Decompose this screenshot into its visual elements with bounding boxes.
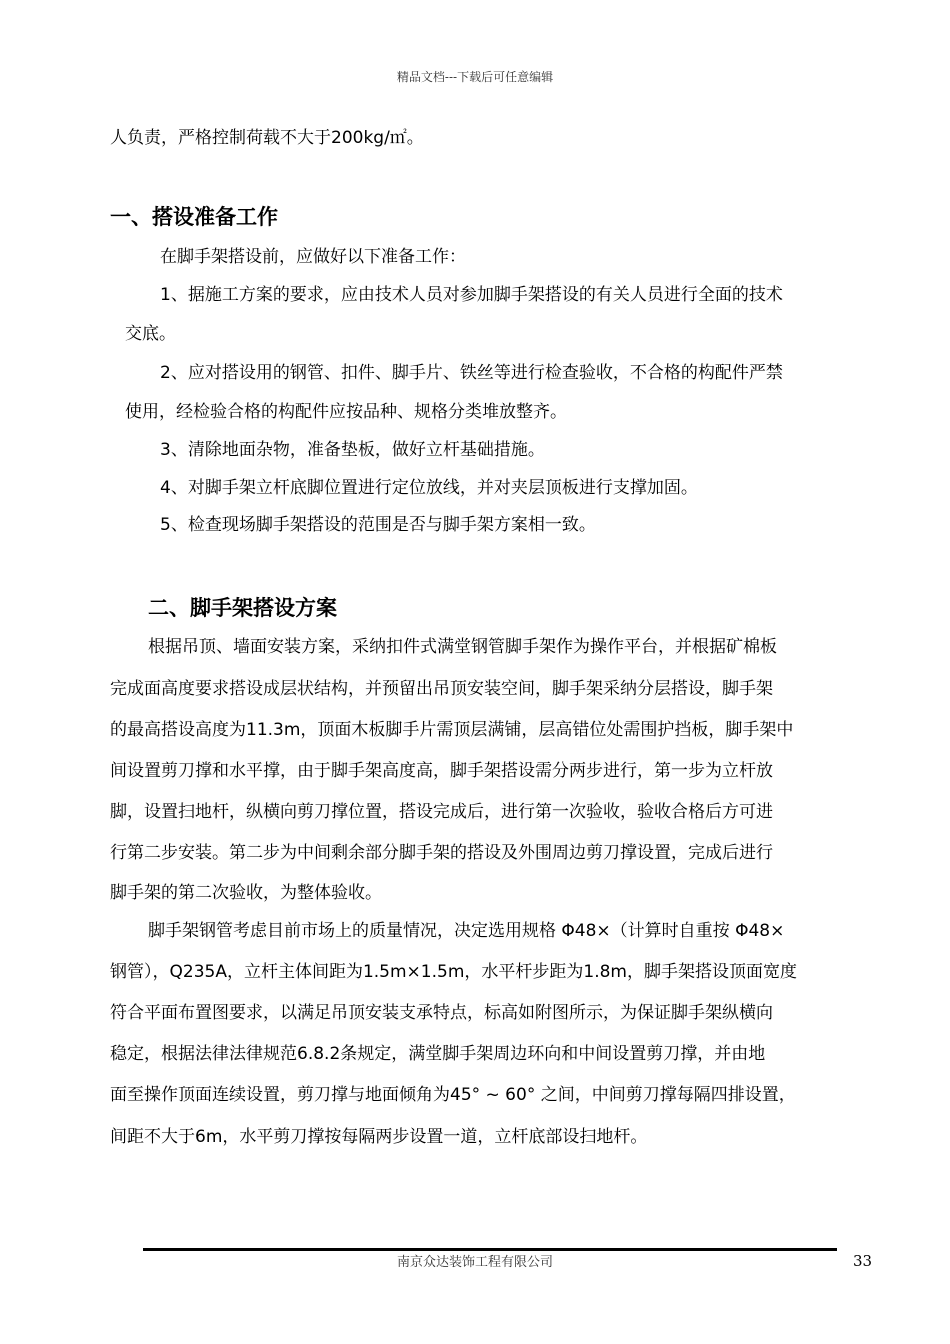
section1-item4: 4、对脚手架立杆底脚位置进行定位放线，并对夹层顶板进行支撑加固。 <box>160 478 698 498</box>
section1-item1-line1: 1、据施工方案的要求，应由技术人员对参加脚手架搭设的有关人员进行全面的技术 <box>160 285 783 305</box>
section2-para2-line: 间距不大于6m，水平剪刀撑按每隔两步设置一道，立杆底部设扫地杆。 <box>110 1127 648 1147</box>
section2-para1-line: 行第二步安装。第二步为中间剩余部分脚手架的搭设及外围周边剪刀撑设置，完成后进行 <box>110 843 773 863</box>
section-heading-2: 二、脚手架搭设方案 <box>148 596 337 620</box>
footer-company: 南京众达装饰工程有限公司 <box>396 1255 553 1270</box>
section2-para1-line: 脚，设置扫地杆，纵横向剪刀撑位置，搭设完成后，进行第一次验收，验收合格后方可进 <box>110 802 773 822</box>
section2-para1-line: 脚手架的第二次验收，为整体验收。 <box>110 883 382 903</box>
section1-item5: 5、检查现场脚手架搭设的范围是否与脚手架方案相一致。 <box>160 515 596 535</box>
section2-para2-line: 符合平面布置图要求，以满足吊顶安装支承特点，标高如附图所示，为保证脚手架纵横向 <box>110 1003 773 1023</box>
section2-para2-line: 脚手架钢管考虑目前市场上的质量情况，决定选用规格 Φ48×（计算时自重按 Φ48× <box>148 921 785 941</box>
header-note: 精品文档---下载后可任意编辑 <box>396 70 554 84</box>
intro-line: 人负责，严格控制荷载不大于200kg/㎡。 <box>110 128 424 148</box>
section1-item1-line2: 交底。 <box>125 324 176 344</box>
section1-lead: 在脚手架搭设前，应做好以下准备工作： <box>160 247 466 267</box>
section2-para1-line: 完成面高度要求搭设成层状结构，并预留出吊顶安装空间，脚手架采纳分层搭设，脚手架 <box>110 679 773 699</box>
section1-item3: 3、清除地面杂物，准备垫板，做好立杆基础措施。 <box>160 440 545 460</box>
section2-para1-line: 根据吊顶、墙面安装方案，采纳扣件式满堂钢管脚手架作为操作平台，并根据矿棉板 <box>148 637 777 657</box>
section1-item2-line2: 使用，经检验合格的构配件应按品种、规格分类堆放整齐。 <box>125 402 567 422</box>
section2-para2-line: 面至操作顶面连续设置，剪刀撑与地面倾角为45° ~ 60° 之间，中间剪刀撑每隔四排设置， <box>110 1085 796 1105</box>
section2-para2-line: 钢管），Q235A，立杆主体间距为1.5m×1.5m，水平杆步距为1.8m，脚手架搭设顶面宽度 <box>110 962 797 982</box>
section2-para2-line: 稳定，根据法律法律规范6.8.2条规定，满堂脚手架周边环向和中间设置剪刀撑，并由地 <box>110 1044 766 1064</box>
section2-para1-line: 的最高搭设高度为11.3m，顶面木板脚手片需顶层满铺，层高错位处需围护挡板，脚手架中 <box>110 720 794 740</box>
section2-para1-line: 间设置剪刀撑和水平撑，由于脚手架高度高，脚手架搭设需分两步进行，第一步为立杆放 <box>110 761 773 781</box>
section-heading-1: 一、搭设准备工作 <box>110 205 278 229</box>
page-number: 33 <box>853 1252 873 1270</box>
section1-item2-line1: 2、应对搭设用的钢管、扣件、脚手片、铁丝等进行检查验收，不合格的构配件严禁 <box>160 363 783 383</box>
